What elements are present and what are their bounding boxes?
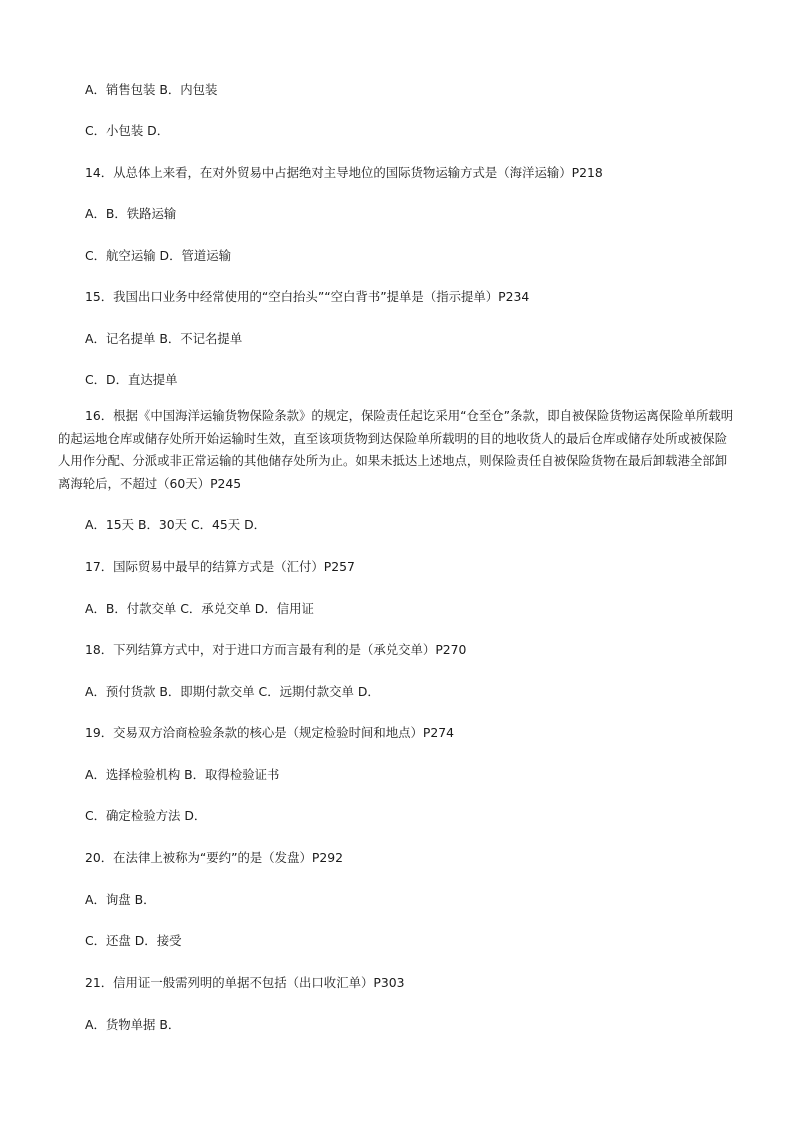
question-16: 16．根据《中国海洋运输货物保险条款》的规定，保险责任起讫采用“仓至仓”条款，即自被保险货物运离保险单所载明的起运地仓库或储存处所开始运输时生效，直至该项货物到达保险单所载明的目的地收货人的最后仓库或储存处所或被保险人用作分配、分派或非正常运输的其他储存处所为止。如果未抵达上述地点，则保险责任自被保险货物在最后卸载港全部卸离海轮后，不超过（60天）P245 [58, 408, 734, 491]
question-15: 15．我国出口业务中经常使用的“空白抬头”“空白背书”提单是（指示提单）P234 [85, 289, 530, 304]
question-20: 20．在法律上被称为“要约”的是（发盘）P292 [85, 850, 343, 865]
option-line: C．小包装 D． [85, 123, 170, 138]
option-line: A．B．铁路运输 [85, 206, 177, 221]
question-14: 14．从总体上来看，在对外贸易中占据绝对主导地位的国际货物运输方式是（海洋运输）P218 [85, 165, 603, 180]
option-line: A．预付货款 B．即期付款交单 C．远期付款交单 D． [85, 684, 380, 699]
option-line: A．选择检验机构 B．取得检验证书 [85, 767, 280, 782]
option-line: A．记名提单 B．不记名提单 [85, 331, 243, 346]
question-17: 17．国际贸易中最早的结算方式是（汇付）P257 [85, 559, 355, 574]
option-line: A．B．付款交单 C．承兑交单 D．信用证 [85, 601, 314, 616]
option-line: C．D．直达提单 [85, 372, 178, 387]
option-line: C．还盘 D．接受 [85, 933, 182, 948]
option-line: A．货物单据 B． [85, 1017, 181, 1032]
option-line: C．航空运输 D．管道运输 [85, 248, 232, 263]
option-line: C．确定检验方法 D． [85, 808, 207, 823]
option-line: A．销售包装 B．内包装 [85, 82, 218, 97]
option-line: A．15天 B．30天 C．45天 D． [85, 517, 267, 532]
question-18: 18．下列结算方式中，对于进口方而言最有利的是（承兑交单）P270 [85, 642, 467, 657]
option-line: A．询盘 B． [85, 892, 156, 907]
question-21: 21．信用证一般需列明的单据不包括（出口收汇单）P303 [85, 975, 405, 990]
question-19: 19．交易双方洽商检验条款的核心是（规定检验时间和地点）P274 [85, 725, 455, 740]
